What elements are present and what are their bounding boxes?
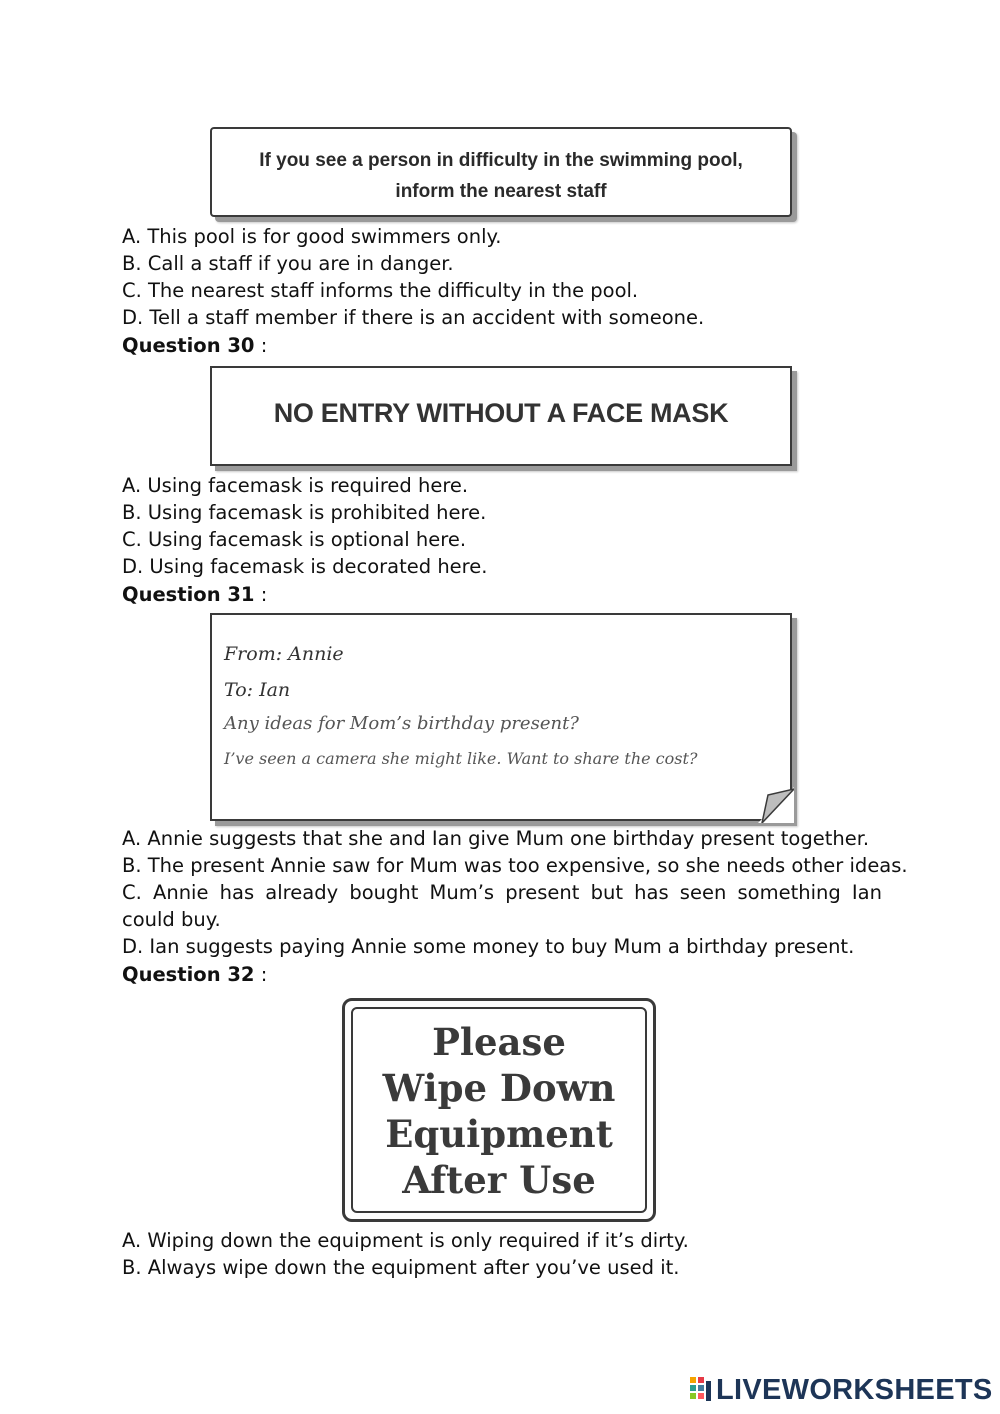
message-note (210, 613, 792, 821)
pool-sign-line-2: inform the nearest staff (395, 181, 607, 202)
q31-option-d[interactable]: D. Ian suggests paying Annie some money to buy Mum a birthday present. (122, 935, 855, 958)
pool-sign-line-1: If you see a person in difficulty in the swimming pool, (259, 150, 743, 171)
pool-sign-text (212, 145, 790, 207)
wipe-sign-line-3: Equipment (385, 1112, 613, 1156)
q29-option-b[interactable]: B. Call a staff if you are in danger. (122, 252, 454, 275)
q32-colon: : (254, 963, 268, 986)
liveworksheets-logo-text: LIVEWORKSHEETS (716, 1373, 993, 1406)
q29-option-a[interactable]: A. This pool is for good swimmers only. (122, 225, 502, 248)
q31-heading (122, 581, 882, 608)
note-to: To: Ian (224, 679, 291, 701)
note-line-2: I’ve seen a camera she might like. Want to share the cost? (224, 749, 698, 768)
q30-option-b[interactable]: B. Using facemask is prohibited here. (122, 501, 487, 524)
q30-label: Question 30 (122, 334, 255, 357)
liveworksheets-logo[interactable] (690, 1373, 993, 1407)
wipe-sign-line-4: After Use (402, 1158, 596, 1202)
q31-option-a[interactable]: A. Annie suggests that she and Ian give Mum one birthday present together. (122, 827, 870, 850)
wipe-down-sign-text (345, 1019, 653, 1203)
wipe-down-sign (342, 998, 656, 1222)
note-from: From: Annie (224, 643, 344, 665)
q31-colon: : (254, 583, 268, 606)
note-line-1: Any ideas for Mom’s birthday present? (224, 713, 579, 734)
wipe-sign-line-1: Please (432, 1020, 566, 1064)
face-mask-sign (210, 366, 792, 466)
page-fold-icon (758, 787, 794, 823)
pool-sign (210, 127, 792, 217)
q31-option-b[interactable]: B. The present Annie saw for Mum was too expensive, so she needs other ideas. (122, 854, 908, 877)
q30-option-d[interactable]: D. Using facemask is decorated here. (122, 555, 488, 578)
q31-label: Question 31 (122, 583, 255, 606)
q32-heading (122, 961, 882, 988)
q32-option-b[interactable]: B. Always wipe down the equipment after you’ve used it. (122, 1256, 680, 1279)
q31-option-c[interactable]: C. Annie has already bought Mum’s present but has seen something Ian could buy. (122, 881, 882, 931)
q30-colon: : (254, 334, 268, 357)
liveworksheets-logo-icon (690, 1377, 712, 1403)
q30-option-c[interactable]: C. Using facemask is optional here. (122, 528, 467, 551)
q32-option-a[interactable]: A. Wiping down the equipment is only required if it’s dirty. (122, 1229, 689, 1252)
q29-option-c[interactable]: C. The nearest staff informs the difficulty in the pool. (122, 279, 639, 302)
q32-label: Question 32 (122, 963, 255, 986)
q29-option-d[interactable]: D. Tell a staff member if there is an accident with someone. (122, 306, 705, 329)
q30-option-a[interactable]: A. Using facemask is required here. (122, 474, 469, 497)
face-mask-sign-text: NO ENTRY WITHOUT A FACE MASK (273, 398, 729, 428)
q30-heading (122, 332, 882, 359)
wipe-sign-line-2: Wipe Down (382, 1066, 616, 1110)
